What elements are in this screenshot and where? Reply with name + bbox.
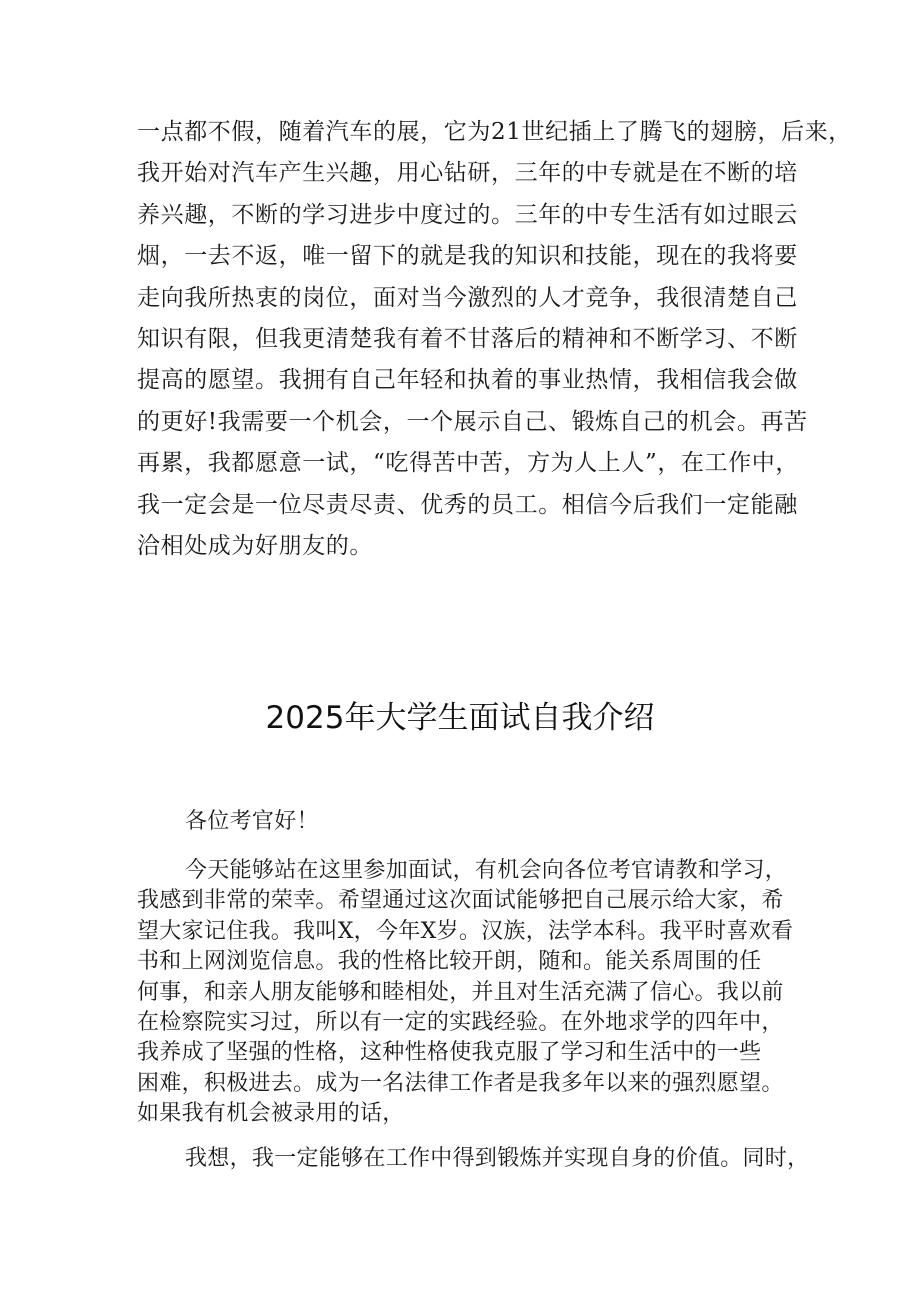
text-line: 望大家记住我。我叫X，今年X岁。汉族，法学本科。我平时喜欢看 xyxy=(137,918,794,944)
greeting-paragraph xyxy=(137,804,805,840)
text-line: 的更好!我需要一个机会，一个展示自己、锻炼自己的机会。再苦 xyxy=(137,408,808,435)
text-line: 提高的愿望。我拥有自己年轻和执着的事业热情，我相信我会做 xyxy=(137,367,798,394)
text-line: 书和上网浏览信息。我的性格比较开朗，随和。能关系周围的任 xyxy=(137,949,762,975)
text-line: 养兴趣，不断的学习进步中度过的。三年的中专生活有如过眼云 xyxy=(137,201,798,228)
text-line: 我想，我一定能够在工作中得到锻炼并实现自身的价值。同时， xyxy=(185,1146,810,1171)
text-line: 洽相处成为好朋友的。 xyxy=(137,533,373,560)
text-line: 如果我有机会被录用的话， xyxy=(137,1101,405,1127)
text-line: 何事，和亲人朋友能够和睦相处，并且对生活充满了信心。我以前 xyxy=(137,979,784,1005)
greeting-line: 各位考官好！ xyxy=(185,809,319,834)
text-line: 一点都不假，随着汽车的展，它为21世纪插上了腾飞的翅膀，后来， xyxy=(137,119,852,145)
text-line: 知识有限，但我更清楚我有着不甘落后的精神和不断学习、不断 xyxy=(137,326,798,353)
intro-paragraph xyxy=(137,856,805,1130)
text-line: 烟，一去不返，唯一留下的就是我的知识和技能，现在的我将要 xyxy=(137,243,798,270)
text-line: 我养成了坚强的性格，这种性格使我克服了学习和生活中的一些 xyxy=(137,1040,762,1066)
continued-paragraph xyxy=(137,112,852,567)
text-line: 我一定会是一位尽责尽责、优秀的员工。相信今后我们一定能融 xyxy=(137,491,798,518)
text-line: 今天能够站在这里参加面试，有机会向各位考官请教和学习， xyxy=(185,858,788,883)
text-line: 我感到非常的荣幸。希望通过这次面试能够把自己展示给大家，希 xyxy=(137,888,784,914)
text-line: 在检察院实习过，所以有一定的实践经验。在外地求学的四年中， xyxy=(137,1010,784,1036)
document-title: 2025年大学生面试自我介绍 xyxy=(265,700,655,736)
text-line: 我开始对汽车产生兴趣，用心钻研，三年的中专就是在不断的培 xyxy=(137,160,798,187)
text-line: 再累，我都愿意一试，“吃得苦中苦，方为人上人”，在工作中， xyxy=(137,450,799,477)
text-line: 困难，积极进去。成为一名法律工作者是我多年以来的强烈愿望。 xyxy=(137,1070,784,1096)
final-paragraph xyxy=(137,1141,810,1177)
text-line: 走向我所热衷的岗位，面对当今激烈的人才竞争，我很清楚自己 xyxy=(137,284,798,311)
